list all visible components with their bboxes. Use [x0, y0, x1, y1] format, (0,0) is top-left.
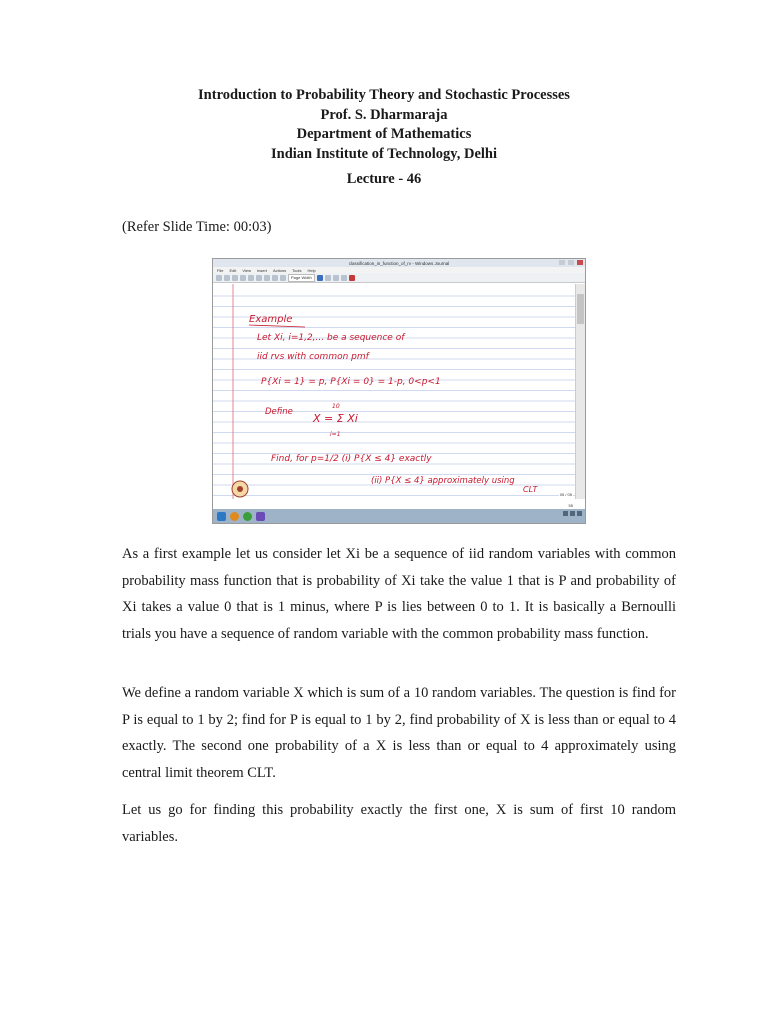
institute: Indian Institute of Technology, Delhi	[270, 145, 498, 162]
journal-icon	[256, 512, 265, 521]
hw-sum-lower: i=1	[330, 431, 341, 438]
system-tray	[563, 511, 582, 516]
journal-toolbar	[213, 273, 585, 283]
highlighter-icon	[325, 275, 331, 281]
menu-view: View	[242, 267, 251, 273]
professor-name: Prof. S. Dharmaraja	[320, 106, 448, 123]
paragraph-1: As a first example let us consider let Xi be a sequence of iid random variables with common probability mass function that is probability of Xi take the value 1 that is P and probability of Xi takes a value 0 that is 1 minus, where P is lies between 0 to 1. It is basically a Bernoulli trials you have a sequence of random variable with the common probability mass function.	[122, 546, 676, 642]
vertical-scrollbar	[575, 284, 585, 499]
red-pen-icon	[349, 275, 355, 281]
windows-taskbar	[213, 509, 585, 523]
menu-help: Help	[307, 267, 316, 273]
tray-icon	[563, 511, 568, 516]
window-buttons	[559, 260, 583, 265]
maximize-icon	[568, 260, 574, 265]
new-page-icon	[216, 275, 222, 281]
document-header	[0, 86, 768, 164]
print-icon	[240, 275, 246, 281]
zoom-indicator: 55	[568, 503, 573, 508]
cut-icon	[248, 275, 254, 281]
paste-icon	[264, 275, 270, 281]
undo-icon	[272, 275, 278, 281]
course-title: Introduction to Probability Theory and Stochastic Processes	[198, 87, 570, 103]
page-indicator: 05 / 05	[559, 492, 572, 497]
hw-sum-upper: 10	[332, 403, 340, 410]
selection-icon	[341, 275, 347, 281]
hw-sum: X = Σ Xi	[313, 412, 358, 425]
browser-icon	[230, 512, 239, 521]
paragraph-2: We define a random variable X which is sum of a 10 random variables. The question is find for P is equal to 1 by 2; find for P is equal to 1 by 2, find probability of X is less than or equal to 4 exactly. The second one probability of a X is less than or equal to 4 approximately using central limit theorem CLT.	[122, 685, 676, 781]
hw-line1: Let Xi, i=1,2,... be a sequence of	[257, 333, 405, 343]
ruled-journal-page	[213, 284, 575, 499]
lecture-number: Lecture - 46	[346, 171, 422, 187]
hw-line2: iid rvs with common pmf	[257, 352, 369, 362]
eraser-icon	[333, 275, 339, 281]
hw-example-heading: Example	[249, 314, 293, 325]
department: Department of Mathematics	[296, 126, 472, 142]
nptel-logo-icon	[232, 481, 248, 497]
hw-find1: Find, for p=1/2 (i) P{X ≤ 4} exactly	[271, 454, 432, 464]
tray-icon	[570, 511, 575, 516]
save-icon	[232, 275, 238, 281]
close-icon	[577, 260, 583, 265]
menu-edit: Edit	[229, 267, 237, 273]
copy-icon	[256, 275, 262, 281]
menu-file: File	[217, 267, 224, 273]
window-titlebar	[213, 259, 585, 267]
tray-icon	[577, 511, 582, 516]
paragraph-3: Let us go for finding this probability exactly the first one, X is sum of first 10 random variables.	[122, 802, 676, 845]
hw-line3: P{Xi = 1} = p, P{Xi = 0} = 1-p, 0<p<1	[261, 377, 441, 387]
scrollbar-thumb	[577, 294, 584, 324]
pen-icon	[317, 275, 323, 281]
minimize-icon	[559, 260, 565, 265]
menu-insert: Insert	[256, 267, 267, 273]
open-icon	[224, 275, 230, 281]
window-title: classification_in_function_of_rv - Windows Journal	[348, 260, 450, 266]
refer-slide-time: (Refer Slide Time: 00:03)	[122, 219, 272, 235]
slide-screenshot	[212, 258, 586, 524]
hw-find2: (ii) P{X ≤ 4} approximately using	[371, 476, 515, 486]
hw-define: Define	[265, 407, 293, 417]
menu-tools: Tools	[292, 267, 302, 273]
menu-actions: Actions	[272, 267, 287, 273]
page-width-select: Page Width	[288, 274, 315, 282]
chrome-icon	[243, 512, 252, 521]
hw-clt: CLT	[523, 485, 538, 494]
redo-icon	[280, 275, 286, 281]
start-icon	[217, 512, 226, 521]
